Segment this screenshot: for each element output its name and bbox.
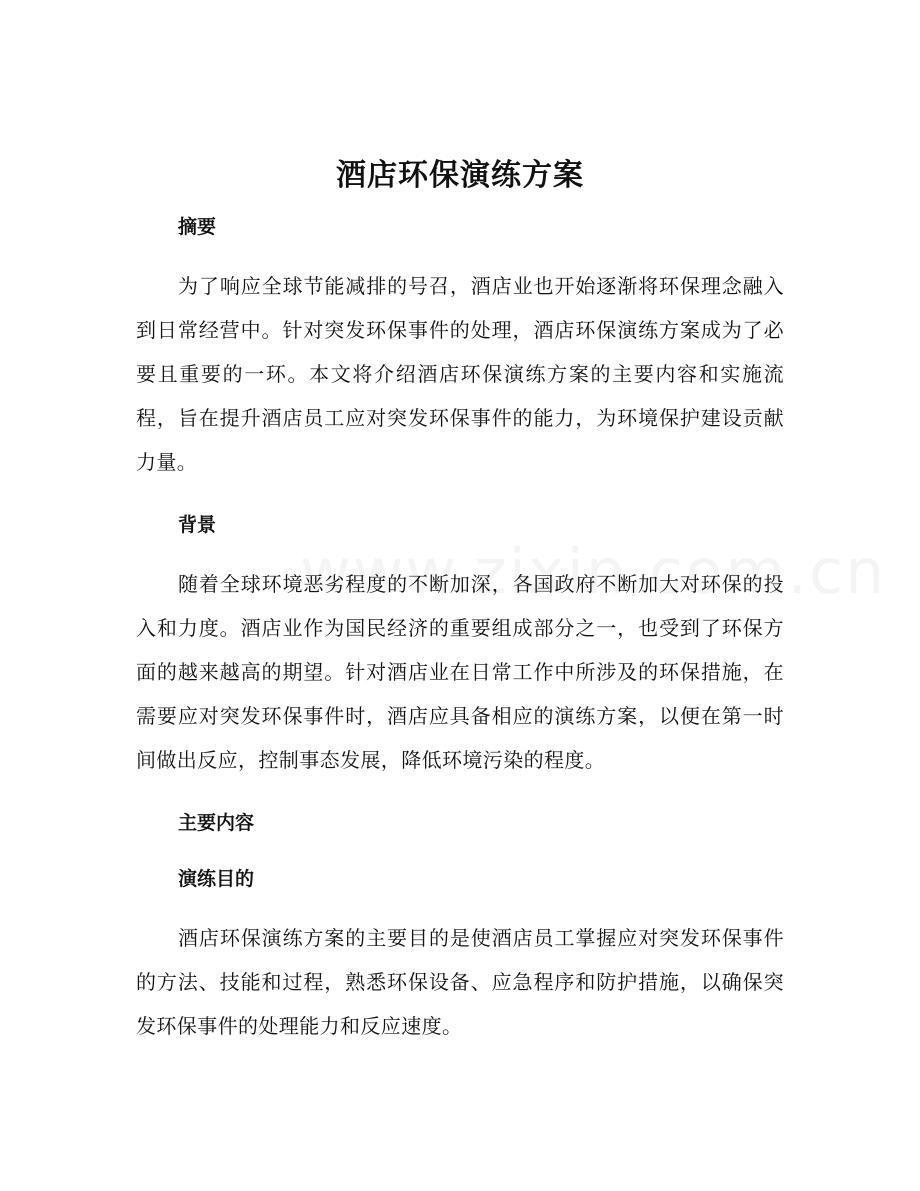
document-title: 酒店环保演练方案 (336, 158, 584, 193)
document-content (136, 150, 784, 1048)
main-content-heading: 主要内容 (178, 812, 255, 834)
background-heading: 背景 (178, 514, 217, 536)
section-abstract (136, 212, 784, 484)
section-main-content (136, 808, 784, 838)
section-background (136, 510, 784, 782)
abstract-paragraph: 为了响应全球节能减排的号召，酒店业也开始逐渐将环保理念融入到日常经营中。针对突发环保事件的处理，酒店环保演练方案成为了必要且重要的一环。本文将介绍酒店环保演练方案的主要内容和实施流程，旨在提升酒店员工应对突发环保事件的能力，为环境保护建设贡献力量。 (136, 274, 784, 474)
drill-purpose-paragraph: 酒店环保演练方案的主要目的是使酒店员工掌握应对突发环保事件的方法、技能和过程，熟悉环保设备、应急程序和防护措施，以确保突发环保事件的处理能力和反应速度。 (136, 926, 784, 1038)
abstract-heading: 摘要 (178, 216, 217, 238)
background-paragraph: 随着全球环境恶劣程度的不断加深，各国政府不断加大对环保的投入和力度。酒店业作为国民经济的重要组成部分之一，也受到了环保方面的越来越高的期望。针对酒店业在日常工作中所涉及的环保措施，在需要应对突发环保事件时，酒店应具备相应的演练方案，以便在第一时间做出反应，控制事态发展，降低环境污染的程度。 (136, 572, 784, 772)
drill-purpose-heading: 演练目的 (178, 868, 255, 890)
section-drill-purpose (136, 864, 784, 1048)
